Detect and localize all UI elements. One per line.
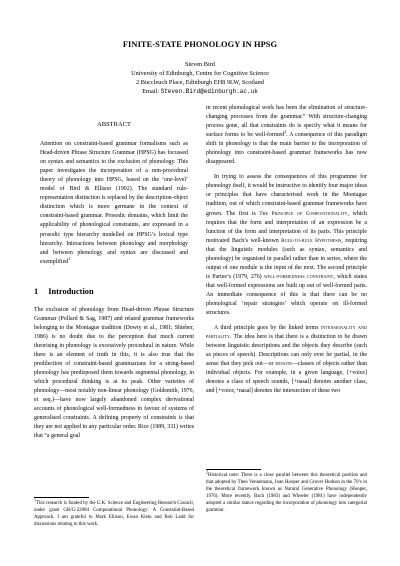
abstract	[34, 120, 194, 267]
footnote-2: $^2$Historical note: There is a close parallel between this theoretical position and that adopted by Theo Vennemann, Joan Hooper and Grover Hudson in the 70’s in the theoretical framework known as Natural Generative Phonology (Hooper, 1976). More recently, Bach (1983) and Wheeler (1981) have independently adopted a similar stance regarding the incorporation of phonology into categorial grammar.	[206, 469, 367, 514]
right-paragraph-3: A third principle goes by the linked terms intensionality and partiality. The idea here is that there is a distinction to be drawn between linguistic descriptions and the objects they describe (such as pieces of speech). Descriptions can only ever be partial, in the sense that they pick out—or denote—classes of objects rather than individual objects. For example, in a given language, [+voice] denotes a class of speech sounds, [+nasal] denotes another class, and [+voice,+nasal] denotes the intersection of these two	[206, 325, 367, 395]
author-affiliation: University of Edinburgh, Centre for Cognitive Science	[131, 69, 269, 77]
paper-title: FINITE-STATE PHONOLOGY IN HPSG	[122, 40, 278, 49]
section-title: Introduction	[48, 286, 94, 296]
right-paragraph-2: In trying to assess the consequences of this programme for phonology itself, it would be instructive to identify four major ideas or principles that have characterised work in the Montague tradition, out of which constraint-based grammar frameworks have grown. The first is The Principle of Compositionality, which requires that the form and interpretation of an expression be a function of the form and interpretation of its parts. This principle motivated Bach’s well-known Rule-to-rule Hypothesis, requiring that the linguistic modules (such as syntax, semantics and phonology) be organised in parallel rather than in series, where the output of one module is the input of the next. The second principle is Partee’s (1979, 276) well-formedness constraint, which states that well-formed expressions are built up out of well-formed parts. An immediate consequence of this is that there can be no phonological ‘repair strategies’ which operate on ill-formed structures.	[206, 174, 368, 317]
section-heading	[34, 287, 194, 296]
author-email-line	[0, 88, 400, 97]
abstract-heading: ABSTRACT	[97, 121, 131, 128]
intro-paragraph: The exclusion of phonology from Head-driven Phrase Structure Grammar (Pollard & Sag, 1987) and related grammar frameworks belonging to the Montague tradition (Dowty et al., 1981; Shieber, 1986) is no doubt due to the perception that much current theorising in phonology is excessively procedural in nature. While there is an element of truth in this, it is also true that the predilection of constraint-based grammarians for a string-based phonology has predisposed them towards segmental phonology, in which procedural thinking is at its peak. Other varieties of phonology—most notably non-linear phonology (Goldsmith, 1976, et seq.)—have now largely abandoned complex derivational accounts of phonological well-formedness in favour of systems of generalised constraints. A defining property of constraints is that they are not applied in any particular order. Rice (1989, 331) writes that “a general goal	[34, 306, 194, 440]
left-column	[34, 120, 194, 441]
author-block	[0, 61, 400, 97]
section-number: 1	[34, 286, 39, 296]
author-email[interactable]: Steven.Bird@edinburgh.ac.uk	[160, 87, 258, 95]
footnote-rule-left	[34, 497, 89, 498]
author-address: 2 Buccleuch Place, Edinburgh EH8 9LW, Scotland	[136, 78, 264, 86]
right-paragraph-1: in recent phonological work has been the elimination of structure-changing processes from the grammar.” With structure-changing process gone, all that constraints do is specify what it means for surface forms to be well-formed$^2$. A consequence of this paradigm shift in phonology is that the main barrier to the incorporation of phonology into constraint-based grammar frameworks has now disappeared.	[206, 105, 367, 166]
author-name: Steven Bird	[185, 61, 215, 68]
abstract-text: Attention on constraint-based grammar formalisms such as Head-driven Phrase Structure Grammar (HPSG) has focussed on syntax and semantics to the exclusion of phonology. This paper investigates the incorporation of a non-procedural theory of phonology into HPSG, based on the ‘one-level’ model of Bird & Ellison (1992). The standard rule-representation distinction is replaced by the description-object distinction which is more germane in the context of constraint-based grammar. Prosodic domains, which limit the applicability of phonological constraints, are expressed in a prosodic type hierarchy modelled on HPSG’s lexical type hierarchy. Interactions between phonology and morphology and between phonology and syntax are discussed and exemplified$^1$	[40, 141, 188, 265]
email-label: Email:	[142, 87, 159, 95]
footnote-1: $^1$This research is funded by the U.K. Science and Engineering Research Council, under grant GR/G-22084 Computational Phonology: A Constraint-Based Approach. I am grateful to Mark Ellison, Ewan Klein and Bob Ladd for discussions relating to this work.	[34, 497, 194, 528]
right-column	[206, 104, 367, 396]
footnote-rule-right	[206, 469, 261, 470]
